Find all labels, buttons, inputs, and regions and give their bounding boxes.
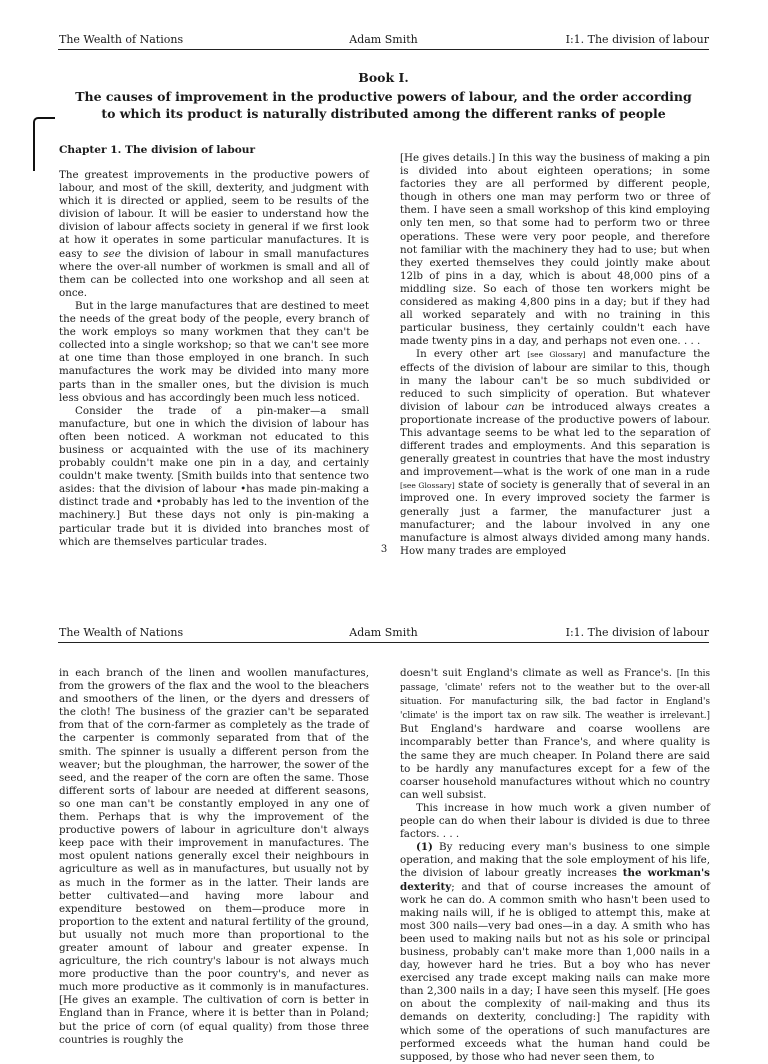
text-run: state of society is generally that of several in an improved one. In every improved society the farmer is generally just a farmer, the manufacturer just a manufacturer; and the labour involved in any one manufacture is almost always divided among many hands. How many trades are employed	[400, 479, 710, 557]
book-subtitle-line-1: The causes of improvement in the productive powers of labour, and the order according	[75, 89, 692, 104]
page2-left-column	[59, 667, 369, 1047]
paragraph: in each branch of the linen and woollen manufactures, from the growers of the flax and the wool to the bleachers and smoothers of the linen, or the dyers and dressers of the cloth! The business of the grazier can't be separated from that of the corn-farmer as completely as the trade of the carpenter is commonly separated from that of the smith. The spinner is usually a different person from the weaver; but the ploughman, the harrower, the sower of the seed, and the reaper of the corn are often the same. Those different sorts of labour are needed at different seasons, so one man can't be constantly employed in any one of them. Perhaps that is why the improvement of the productive powers of labour in agriculture don't always keep pace with their improvement in manufactures. The most opulent nations generally excel their neighbours in agriculture as well as in manufactures, but usually not by as much in the former as in the latter. Their lands are better cultivated—and having more labour and expenditure bestowed on them—produce more in proportion to the extent and natural fertility of the ground, but usually not much more than proportional to the greater amount of labour and greater expense. In agriculture, the rich country's labour is not always much more productive than the poor country's, and never as much more productive as it commonly is in manufactures. [He gives an example. The cultivation of corn is better in England than in France, where it is better than in Poland; but the price of corn (of equal quality) from those three countries is roughly the	[59, 667, 369, 1046]
book-title: Book I.	[358, 70, 409, 85]
book-subtitle	[58, 88, 709, 122]
paragraph: But in the large manufactures that are destined to meet the needs of the great body of the people, every branch of the work employs so many workmen that they can't be collected into a single workshop; so that we can't see more at one time than those employed in one branch. In such manufactures the work may be divided into many more parts than in the smaller ones, but the division is much less obvious and has accordingly been much less noticed.	[59, 299, 369, 404]
running-header	[58, 626, 709, 643]
page-number: 3	[380, 544, 388, 555]
paragraph: [He gives details.] In this way the business of making a pin is divided into about eighteen operations; in some factories they are all performed by different people, though in others one man may perform two or three of them. I have seen a small workshop of this kind employing only ten men, so that some had to perform two or three operations. These were very poor people, and therefore not familiar with the machinery they had to use; but when they exerted themselves they could jointly make about 12lb of pins in a day, which is about 48,000 pins of a middling size. So each of those ten workers might be considered as making 4,800 pins in a day; but if they had all worked separately and with no training in this particular business, they certainly couldn't each have made twenty pins in a day, and perhaps not even one. . . .	[400, 152, 710, 348]
header-section: I:1. The division of labour	[565, 626, 709, 639]
book-subtitle-line-2: to which its product is naturally distributed among the different ranks of people	[101, 106, 666, 121]
paragraph	[400, 667, 710, 802]
page2-right-column	[400, 667, 710, 1064]
chapter-heading: Chapter 1. The division of labour	[59, 144, 256, 156]
header-author: Adam Smith	[349, 626, 418, 639]
text-run: In every other art	[416, 348, 528, 361]
text-run: By reducing every man's business to one simple operation, and making that the sole employment of his life, the division of labour greatly increases	[400, 841, 710, 880]
text-run: But England's hardware and coarse woollens are incomparably better than France's, and where quality is the same they are much cheaper. In Poland there are said to be hardly any manufactures except for a few of the coarser household manufactures without which no country can well subsist.	[400, 723, 710, 801]
text-run: doesn't suit England's climate as well as France's.	[400, 667, 677, 679]
page1-left-column	[59, 144, 369, 549]
emphasis: can	[505, 400, 525, 413]
paragraph	[59, 169, 369, 300]
paragraph	[400, 841, 710, 1064]
bold-term: the workman's dexterity	[400, 867, 710, 893]
header-book-title: The Wealth of Nations	[59, 626, 184, 639]
text-run: The greatest improvements in the productive powers of labour, and most of the skill, dexterity, and judgment with which it is directed or applied, seem to be results of the division of labour. It will be easier to understand how the division of labour affects society in general if we first look at how it operates in some particular manufactures. It is easy to	[59, 169, 369, 260]
text-run: be introduced always creates a proportionate increase of the productive powers of labour. This advantage seems to be what led to the separation of different trades and employments. And this separation is generally greatest in countries that have the most industry and improvement—what is the work of one man in a rude	[400, 400, 710, 479]
header-section: I:1. The division of labour	[565, 33, 709, 46]
paragraph: Consider the trade of a pin-maker—a small manufacture, but one in which the division of labour has often been noticed. A workman not educated to this business or acquainted with the use of its machinery probably couldn't make one pin in a day, and certainly couldn't make twenty. [Smith builds into that sentence two asides: that the division of labour •has made pin-making a distinct trade and •probably has led to the invention of the machinery.] But these days not only is pin-making a particular trade but it is divided into branches most of which are themselves particular trades.	[59, 404, 369, 548]
margin-bracket-mark	[33, 117, 55, 171]
running-header	[58, 33, 709, 50]
text-run: and manufacture the effects of the division of labour are similar to this, though in many the labour can't be so much subdivided or reduced to such simplicity of operation. But whatever division of labour	[400, 348, 710, 413]
emphasis: see	[103, 247, 121, 260]
header-book-title: The Wealth of Nations	[59, 33, 184, 46]
glossary-ref: [see Glossary]	[400, 481, 455, 491]
editorial-note: [In this passage, 'climate' refers not to the weather but to the over-all situation. For manufacturing silk, the bad factor in England's 'climate' is the import tax on raw silk. The weather is irrelevant.]	[400, 669, 710, 722]
text-run: ; and that of course increases the amount of work he can do. A common smith who hasn't been used to making nails will, if he is obliged to attempt this, make at most 300 nails—very bad ones—in a day. A smith who has been used to making nails but not as his sole or principal business, probably can't make more than 1,000 nails in a day, however hard he tries. But a boy who has never exercised any trade except making nails can make more than 2,300 nails in a day; I have seen this myself. [He goes on about the complexity of nail-making and thus its demands on dexterity, concluding:] The rapidity with which some of the operations of such manufactures are performed exceeds what the human hand could be supposed, by those who had never seen them, to	[400, 880, 710, 1063]
header-author: Adam Smith	[349, 33, 418, 46]
list-number: (1)	[416, 841, 433, 854]
text-run: the division of labour in small manufactures where the over-all number of workmen is small and all of them can be collected into one workshop and all seen at once.	[59, 247, 369, 299]
paragraph: This increase in how much work a given number of people can do when their labour is divided is due to three factors. . . .	[400, 801, 710, 841]
paragraph	[400, 348, 710, 558]
glossary-ref: [see Glossary]	[527, 350, 586, 360]
page1-right-column	[400, 152, 710, 558]
